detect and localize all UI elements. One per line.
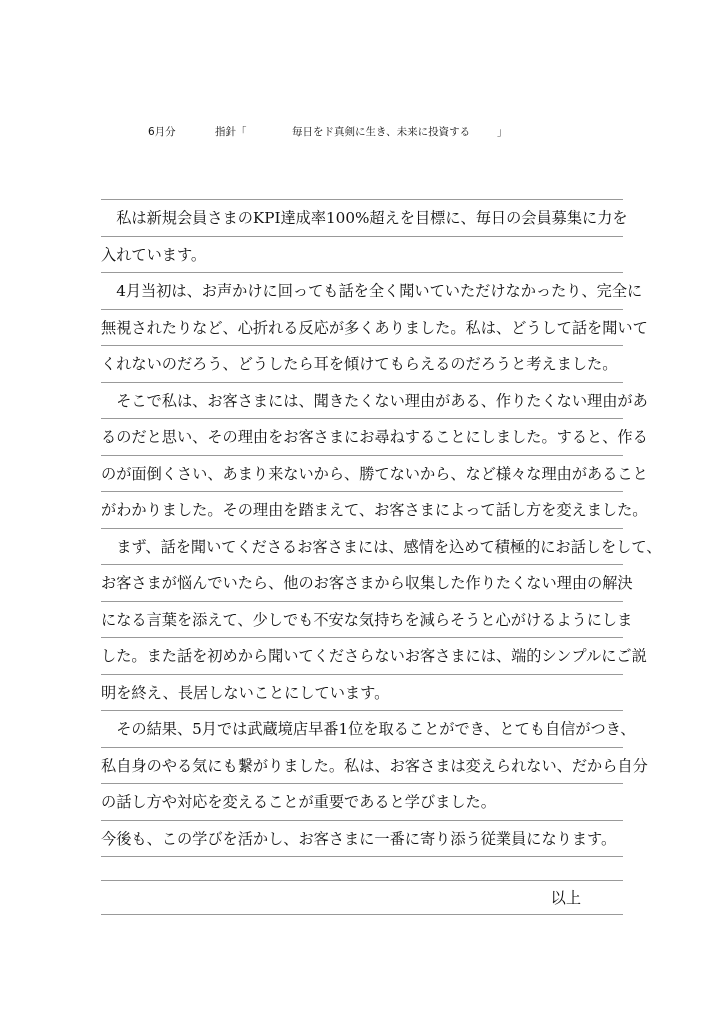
- policy-text: 毎日をド真剣に生き、未来に投資する: [292, 126, 471, 138]
- body-line: そこで私は、お客さまには、聞きたくない理由がある、作りたくない理由があ: [101, 391, 648, 410]
- ruled-line: [101, 638, 647, 675]
- ruled-line: [101, 602, 633, 639]
- ruled-body: [101, 199, 662, 857]
- closing-text: 以上: [550, 889, 581, 907]
- ruled-line: [101, 199, 628, 237]
- body-line: るのだと思い、その理由をお客さまにお尋ねすることにしました。すると、作る: [101, 428, 648, 446]
- ruled-line: [101, 711, 636, 748]
- body-line: 入れています。: [101, 245, 207, 264]
- body-line: 今後も、この学びを活かし、お客さまに一番に寄り添う従業員になります。: [101, 829, 617, 848]
- body-line: のが面倒くさい、あまり来ないから、勝てないから、など様々な理由があること: [101, 464, 648, 483]
- body-line: 無視されたりなど、心折れる反応が多くありました。私は、どうして話を聞いて: [101, 318, 648, 337]
- report-month: 6月分: [148, 126, 176, 138]
- ruled-line: [101, 492, 648, 529]
- body-line: になる言葉を添えて、少しでも不安な気持ちを減らそうと心がけるようにしま: [101, 610, 633, 629]
- body-line: お客さまが悩んでいたら、他のお客さまから収集した作りたくない理由の解決: [101, 574, 633, 592]
- ruled-line: [101, 529, 662, 566]
- body-line: した。また話を初めから聞いてくださらないお客さまには、端的シンプルにご説: [101, 647, 647, 665]
- ruled-line: [101, 237, 623, 274]
- ruled-line: [101, 748, 648, 785]
- ruled-line: [101, 880, 623, 915]
- ruled-line: [101, 419, 648, 456]
- ruled-line: [101, 310, 648, 347]
- policy-label: 指針「: [215, 126, 247, 138]
- ruled-line: [101, 273, 643, 310]
- policy-close-bracket: 」: [497, 126, 508, 138]
- ruled-line: [101, 821, 623, 858]
- body-line: がわかりました。その理由を踏まえて、お客さまによって話し方を変えました。: [101, 501, 648, 519]
- body-line: くれないのだろう、どうしたら耳を傾けてもらえるのだろうと考えました。: [101, 355, 618, 373]
- body-line: 私自身のやる気にも繋がりました。私は、お客さまは変えられない、だから自分: [101, 756, 648, 775]
- body-line: その結果、5月では武蔵境店早番1位を取ることができ、とても自信がつき、: [101, 720, 636, 738]
- body-line: の話し方や対応を変えることが重要であると学びました。: [101, 793, 496, 811]
- body-line: 私は新規会員さまのKPI達成率100%超えを目標に、毎日の会員募集に力を: [101, 209, 628, 227]
- document-header: [0, 124, 724, 142]
- body-line: 4月当初は、お声かけに回っても話を全く聞いていただけなかったり、完全に: [101, 282, 643, 300]
- ruled-line: [101, 383, 648, 420]
- ruled-line: [101, 565, 633, 602]
- ruled-line: [101, 456, 648, 493]
- body-line: 明を終え、長居しないことにしています。: [101, 683, 390, 702]
- ruled-line: [101, 784, 623, 821]
- ruled-line: [101, 675, 623, 712]
- body-line: まず、話を聞いてくださるお客さまには、感情を込めて積極的にお話しをして、: [101, 537, 662, 556]
- closing-section: [101, 880, 623, 915]
- ruled-line: [101, 346, 623, 383]
